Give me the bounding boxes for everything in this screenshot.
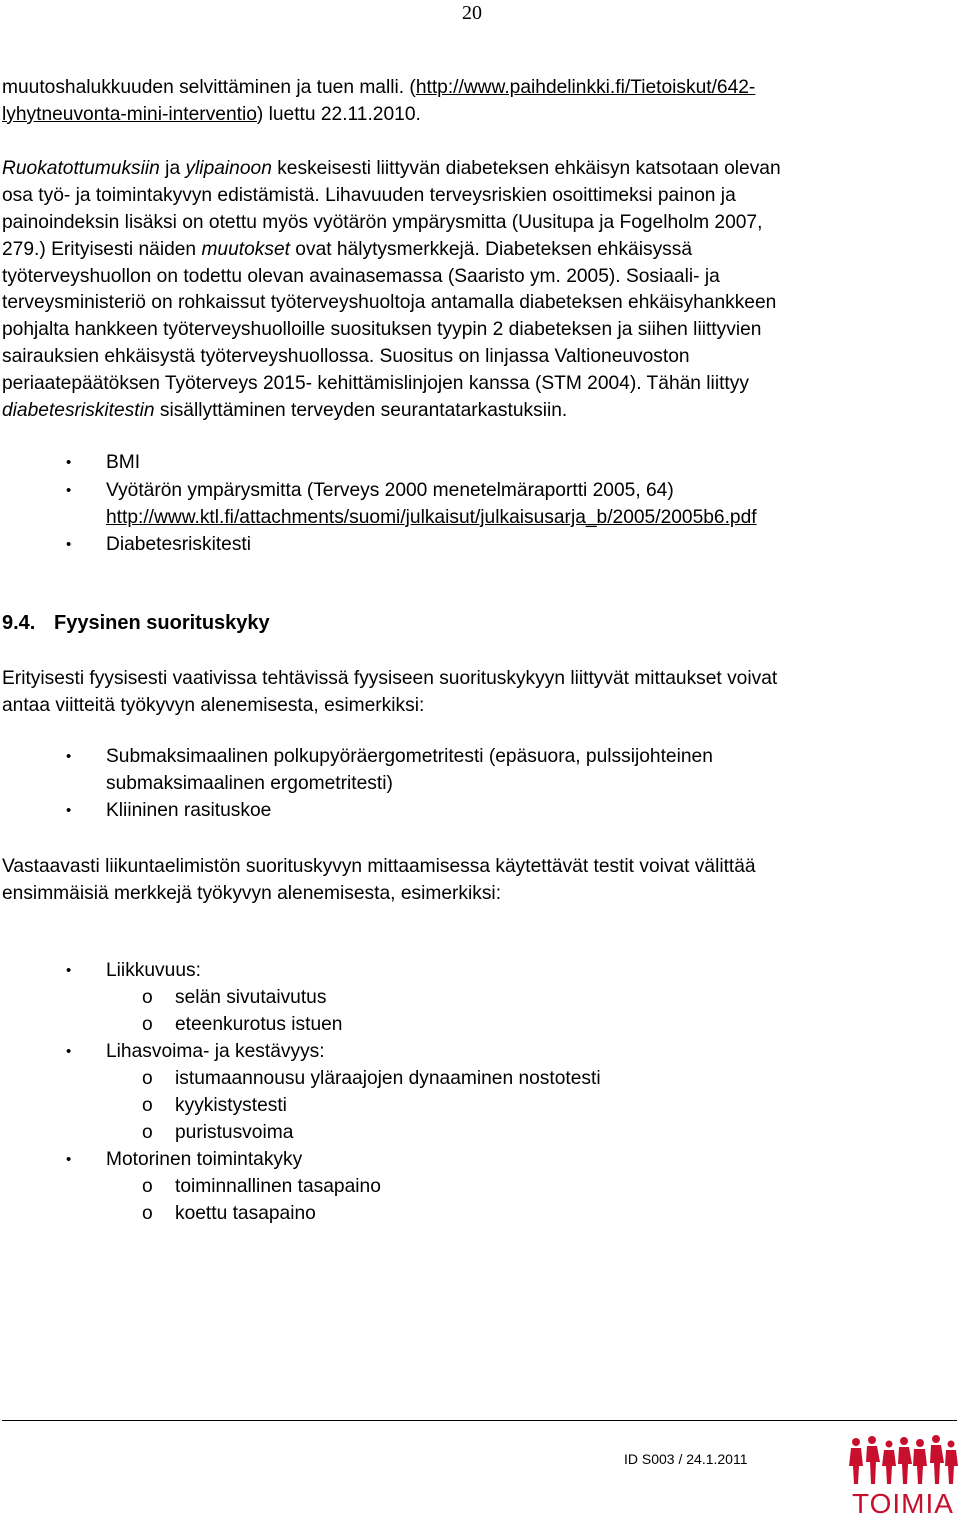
text-line: sairauksien ehkäisystä työterveyshuollossa. Suositus on linjassa Valtioneuvoston bbox=[2, 346, 690, 368]
sub-list-item: o istumaannousu yläraajojen dynaaminen nostotesti bbox=[142, 1068, 601, 1089]
bullet-icon: • bbox=[66, 962, 72, 979]
paihdelinkki-link-cont[interactable]: lyhytneuvonta-mini-interventio bbox=[2, 103, 257, 125]
text-line: antaa viitteitä työkyvyn alenemisesta, esimerkiksi: bbox=[2, 694, 425, 716]
text-line: 279.) Erityisesti näiden muutokset ovat hälytysmerkkejä. Diabeteksen ehkäisyssä bbox=[2, 238, 693, 260]
list-item: • Motorinen toimintakyky bbox=[66, 1149, 303, 1170]
text-line: diabetesriskitestin sisällyttäminen terveyden seurantatarkastuksiin. bbox=[2, 400, 568, 422]
text-line: osa työ- ja toimintakyvyn edistämistä. Lihavuuden terveysriskien osoittimeksi painon ja bbox=[2, 184, 736, 206]
footer-divider bbox=[2, 1420, 957, 1421]
paragraph-physical bbox=[2, 666, 777, 720]
text-line: työterveyshuollon on todettu olevan avainasemassa (Saaristo ym. 2005). Sosiaali- ja bbox=[2, 265, 720, 287]
list-item: • Lihasvoima- ja kestävyys: bbox=[66, 1041, 325, 1062]
ktl-report-link[interactable]: http://www.ktl.fi/attachments/suomi/julkaisut/julkaisusarja_b/2005/2005b6.pdf bbox=[106, 507, 757, 528]
paragraph-reference bbox=[2, 75, 755, 129]
list-item: • Vyötärön ympärysmitta (Terveys 2000 menetelmäraportti 2005, 64) http://www.ktl.fi/attachments/suomi/julkaisut/julkaisusarja_b/2005/2005b6.pdf bbox=[66, 480, 757, 528]
list-item: • Diabetesriskitesti bbox=[66, 534, 252, 555]
text-line: periaatepäätöksen Työterveys 2015- kehittämislinjojen kanssa (STM 2004). Tähän liittyy bbox=[2, 373, 749, 395]
list-item: • BMI bbox=[66, 452, 141, 473]
toimia-logo-text: TOIMIA bbox=[852, 1488, 954, 1519]
text-line: terveysministeriö on rohkaissut työterveyshuoltoja antamalla diabeteksen ehkäisyhankkeen bbox=[2, 292, 777, 314]
text-line: pohjalta hankkeen työterveyshuolloille suosituksen tyypin 2 diabeteksen ja siihen liittyvien bbox=[2, 319, 762, 341]
paihdelinkki-link[interactable]: http://www.paihdelinkki.fi/Tietoiskut/642- bbox=[415, 77, 756, 98]
bullet-icon: • bbox=[66, 1151, 72, 1168]
paragraph-musculoskeletal bbox=[2, 854, 756, 908]
toimia-figures-logo bbox=[842, 1432, 960, 1492]
list-item: • Submaksimaalinen polkupyöräergometritesti (epäsuora, pulssijohteinen submaksimaalinen ergometritesti) bbox=[66, 746, 713, 794]
bullet-icon: • bbox=[66, 802, 72, 819]
text-line: ensimmäisiä merkkejä työkyvyn alenemisesta, esimerkiksi: bbox=[2, 882, 502, 904]
list-item: • Kliininen rasituskoe bbox=[66, 800, 272, 821]
sub-bullet: o bbox=[142, 1203, 153, 1224]
sub-bullet: o bbox=[142, 987, 153, 1008]
text-line: Ruokatottumuksiin ja ylipainoon keskeisesti liittyvän diabeteksen ehkäisyn katsotaan olevan bbox=[2, 158, 781, 179]
sub-list-item: o puristusvoima bbox=[142, 1122, 294, 1143]
sub-bullet: o bbox=[142, 1176, 153, 1197]
page-number: 20 bbox=[462, 2, 482, 24]
sub-list-item: o eteenkurotus istuen bbox=[142, 1014, 343, 1035]
bullet-icon: • bbox=[66, 536, 72, 553]
sub-list-item: o koettu tasapaino bbox=[142, 1203, 316, 1224]
sub-bullet: o bbox=[142, 1122, 153, 1143]
text-line: Vastaavasti liikuntaelimistön suorituskyvyn mittaamisessa käytettävät testit voivat välittää bbox=[2, 856, 756, 877]
sub-list-item: o selän sivutaivutus bbox=[142, 987, 327, 1008]
paragraph-diabetes bbox=[2, 156, 781, 425]
bullet-icon: • bbox=[66, 748, 72, 765]
bullet-icon: • bbox=[66, 1043, 72, 1060]
text-line: painoindeksin lisäksi on otettu myös vyötärön ympärysmitta (Uusitupa ja Fogelholm 2007, bbox=[2, 211, 763, 233]
section-number: 9.4. bbox=[2, 612, 36, 634]
bullet-icon: • bbox=[66, 454, 72, 471]
sub-bullet: o bbox=[142, 1068, 153, 1089]
text-line: Erityisesti fyysisesti vaativissa tehtävissä fyysiseen suorituskykyyn liittyvät mittaukset voivat bbox=[2, 668, 778, 689]
sub-list-item: o kyykistystesti bbox=[142, 1095, 287, 1116]
section-title: Fyysinen suorituskyky bbox=[54, 612, 270, 634]
sub-bullet: o bbox=[142, 1095, 153, 1116]
sub-bullet: o bbox=[142, 1014, 153, 1035]
document-id: ID S003 / 24.1.2011 bbox=[624, 1451, 748, 1467]
text-line: lyhytneuvonta-mini-interventio) luettu 22.11.2010. bbox=[2, 103, 421, 125]
bullet-icon: • bbox=[66, 482, 72, 499]
text-line: muutoshalukkuuden selvittäminen ja tuen malli. (http://www.paihdelinkki.fi/Tietoiskut/642- bbox=[2, 77, 756, 98]
sub-list-item: o toiminnallinen tasapaino bbox=[142, 1176, 381, 1197]
list-item: • Liikkuvuus: bbox=[66, 960, 201, 981]
